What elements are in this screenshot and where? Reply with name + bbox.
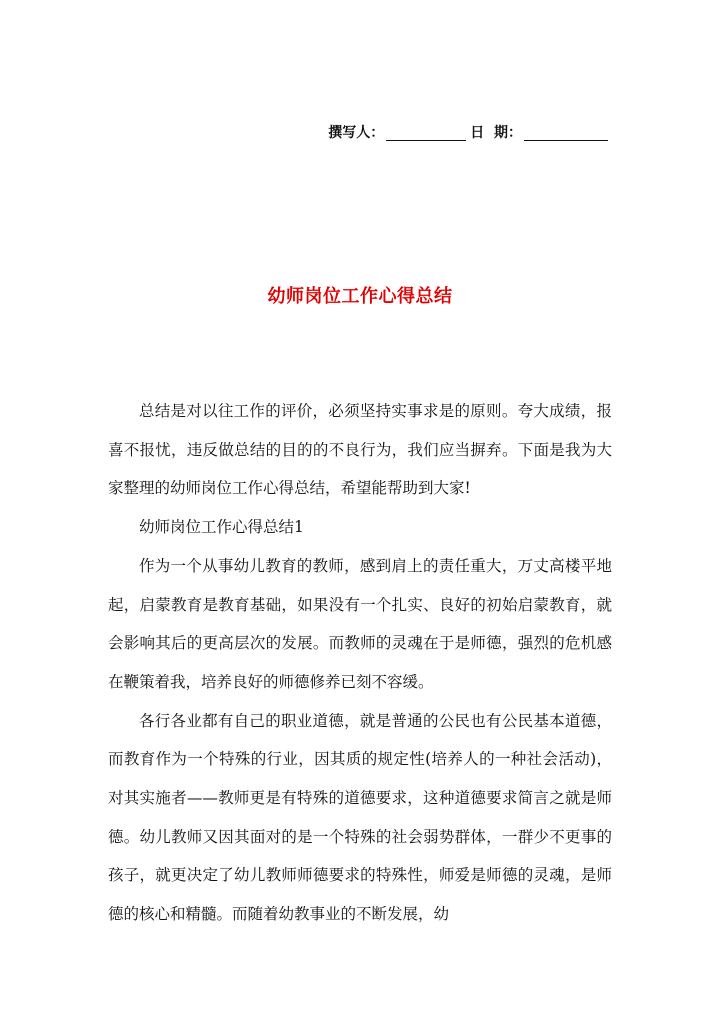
intro-paragraph: 总结是对以往工作的评价，必须坚持实事求是的原则。夸大成绩，报喜不报忧，违反做总结的目的的不良行为，我们应当摒弃。下面是我为大家整理的幼师岗位工作心得总结，希望能帮助到大家! <box>108 402 612 498</box>
date-blank <box>524 124 608 141</box>
author-blank <box>386 124 466 141</box>
section-heading: 幼师岗位工作心得总结1 <box>139 518 304 537</box>
body-paragraph: 各行各业都有自己的职业道德，就是普通的公民也有公民基本道德，而教育作为一个特殊的行业，因其质的规定性(培养人的一种社会活动)，对其实施者——教师更是有特殊的道德要求，这种道德要求简言之就是师德。幼儿教师又因其面对的是一个特殊的社会弱势群体，一群少不更事的孩子，就更决定了幼儿教师师德要求的特殊性，师爱是师德的灵魂，是师德的核心和精髓。而随着幼教事业的不断发展，幼 <box>108 711 612 924</box>
document-title: 幼师岗位工作心得总结 <box>267 286 453 307</box>
document-body <box>108 392 612 934</box>
author-date-line <box>328 124 612 142</box>
author-label: 撰写人： <box>328 125 385 141</box>
body-paragraph: 作为一个从事幼儿教育的教师，感到肩上的责任重大，万丈高楼平地起，启蒙教育是教育基础，如果没有一个扎实、良好的初始启蒙教育，就会影响其后的更高层次的发展。而教师的灵魂在于是师德，强烈的危机感在鞭策着我，培养良好的师德修养已刻不容缓。 <box>108 556 612 691</box>
date-label: 日 期： <box>470 125 522 141</box>
